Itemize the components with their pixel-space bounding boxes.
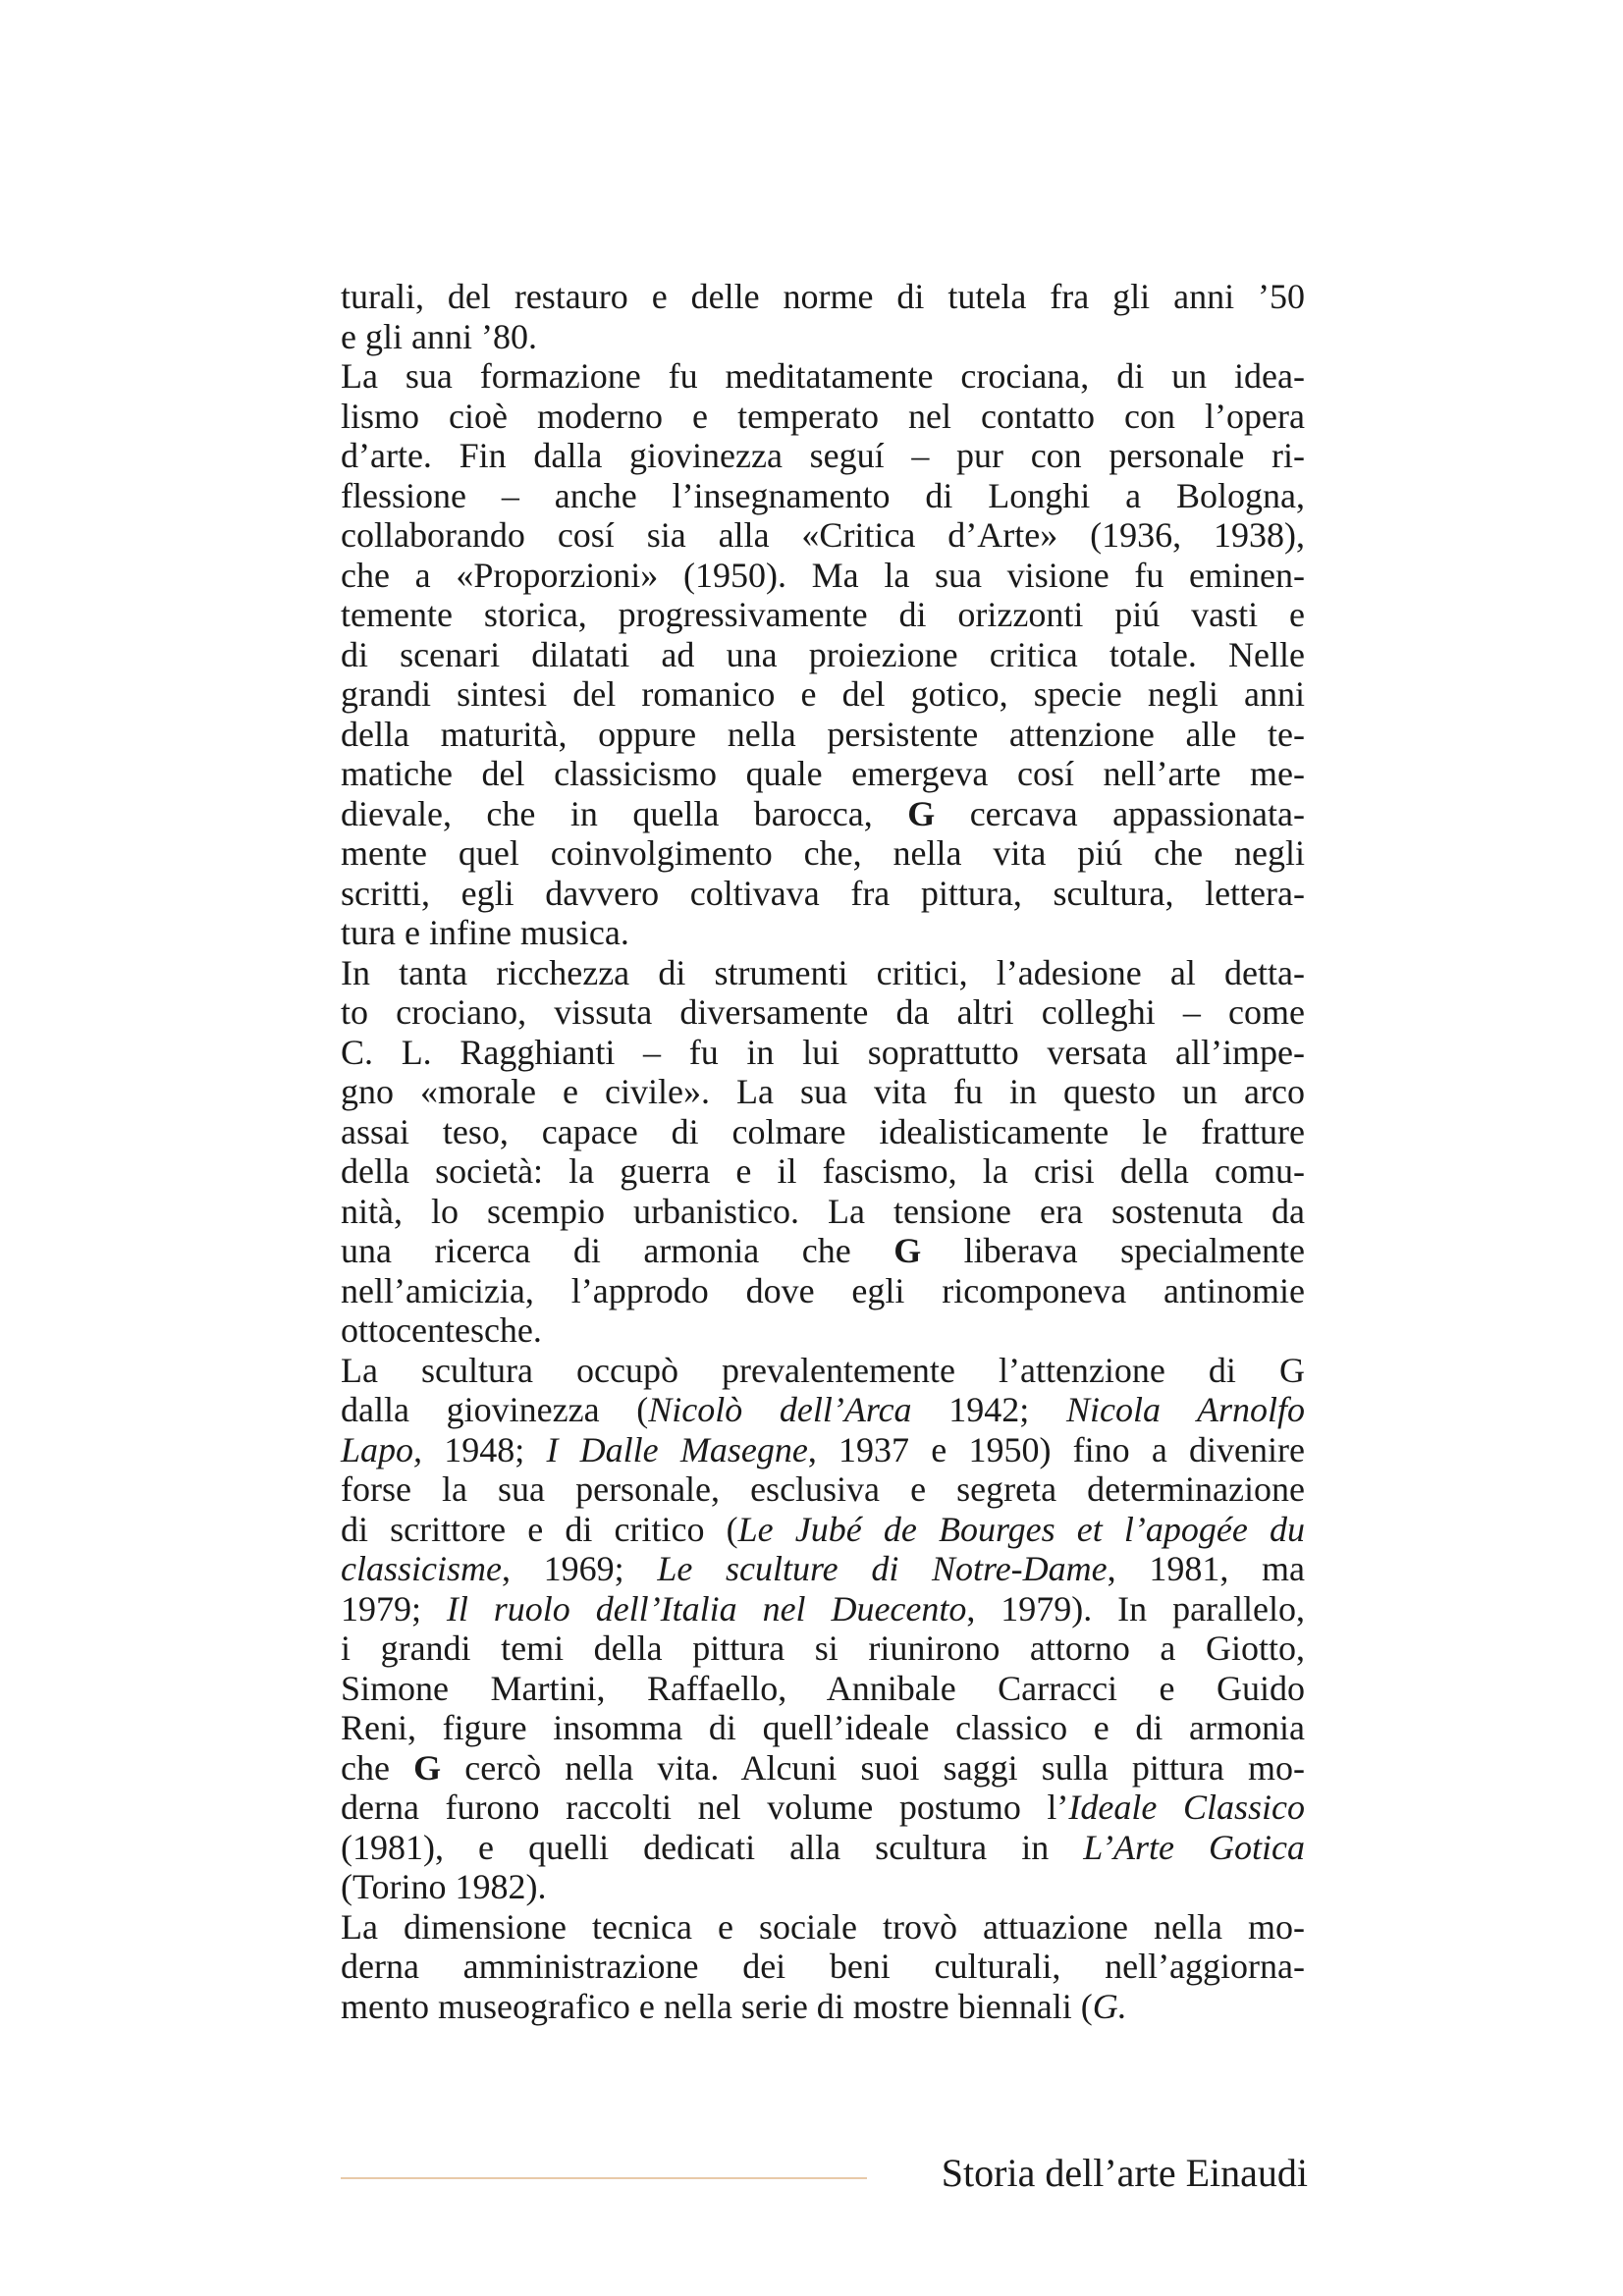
text-line: gno «morale e civile». La sua vita fu in questo un arco bbox=[341, 1072, 1305, 1111]
text-line: assai teso, capace di colmare idealisticamente le fratture bbox=[341, 1111, 1305, 1151]
text-line: tura e infine musica. bbox=[341, 913, 629, 952]
text-line: turali, del restauro e delle norme di tutela fra gli anni ’50 bbox=[341, 277, 1305, 316]
text-line: che G cercò nella vita. Alcuni suoi saggi sulla pittura mo- bbox=[341, 1747, 1305, 1788]
paragraph bbox=[341, 1351, 1305, 1907]
text-line: temente storica, progressivamente di orizzonti piú vasti e bbox=[341, 595, 1305, 634]
text-line: forse la sua personale, esclusiva e segreta determinazione bbox=[341, 1469, 1305, 1509]
text-line: nità, lo scempio urbanistico. La tensione era sostenuta da bbox=[341, 1191, 1305, 1231]
text-line: dievale, che in quella barocca, G cercava appassionata- bbox=[341, 793, 1305, 833]
body-text bbox=[341, 277, 1305, 2026]
text-line: flessione – anche l’insegnamento di Longhi a Bologna, bbox=[341, 475, 1305, 515]
text-line: e gli anni ’80. bbox=[341, 316, 537, 356]
text-line: di scrittore e di critico (Le Jubé de Bourges et l’apogée du bbox=[341, 1509, 1306, 1549]
footer-title: Storia dell’arte Einaudi bbox=[941, 2151, 1308, 2195]
text-line: della società: la guerra e il fascismo, la crisi della comu- bbox=[341, 1151, 1305, 1191]
paragraph bbox=[341, 277, 1305, 356]
text-line: scritti, egli davvero coltivava fra pittura, scultura, lettera- bbox=[341, 873, 1305, 913]
text-line: (Torino 1982). bbox=[341, 1867, 547, 1906]
text-line: grandi sintesi del romanico e del gotico, specie negli anni bbox=[341, 674, 1305, 714]
text-line: C. L. Ragghianti – fu in lui soprattutto versata all’impe- bbox=[341, 1032, 1305, 1072]
text-line: collaborando cosí sia alla «Critica d’Arte» (1936, 1938), bbox=[341, 515, 1305, 555]
text-line: Lapo, 1948; I Dalle Masegne, 1937 e 1950) fino a divenire bbox=[341, 1429, 1305, 1469]
text-line: che a «Proporzioni» (1950). Ma la sua visione fu eminen- bbox=[341, 555, 1305, 595]
paragraph bbox=[341, 953, 1305, 1351]
text-line: La scultura occupò prevalentemente l’attenzione di G bbox=[341, 1350, 1305, 1390]
text-line: di scenari dilatati ad una proiezione critica totale. Nelle bbox=[341, 634, 1305, 674]
footer-rule bbox=[341, 2177, 867, 2179]
text-line: mento museografico e nella serie di mostre biennali (G. bbox=[341, 1986, 1127, 2026]
text-line: una ricerca di armonia che G liberava specialmente bbox=[341, 1231, 1306, 1270]
text-line: In tanta ricchezza di strumenti critici, l’adesione al detta- bbox=[341, 952, 1305, 992]
text-line: ottocentesche. bbox=[341, 1310, 542, 1350]
text-line: Reni, figure insomma di quell’ideale classico e di armonia bbox=[341, 1708, 1305, 1747]
text-line: classicisme, 1969; Le sculture di Notre-Dame, 1981, ma bbox=[341, 1549, 1305, 1588]
text-line: i grandi temi della pittura si riunirono attorno a Giotto, bbox=[341, 1629, 1305, 1668]
text-line: lismo cioè moderno e temperato nel contatto con l’opera bbox=[341, 396, 1305, 436]
text-line: Simone Martini, Raffaello, Annibale Carracci e Guido bbox=[341, 1668, 1305, 1708]
text-line: dalla giovinezza (Nicolò dell’Arca 1942; Nicola Arnolfo bbox=[341, 1390, 1305, 1429]
text-line: 1979; Il ruolo dell’Italia nel Duecento, 1979). In parallelo, bbox=[341, 1588, 1305, 1629]
text-line: to crociano, vissuta diversamente da altri colleghi – come bbox=[341, 992, 1305, 1032]
text-line: d’arte. Fin dalla giovinezza seguí – pur con personale ri- bbox=[341, 436, 1305, 475]
text-line: nell’amicizia, l’approdo dove egli ricomponeva antinomie bbox=[341, 1270, 1305, 1310]
text-line: La dimensione tecnica e sociale trovò attuazione nella mo- bbox=[341, 1906, 1305, 1947]
text-line: matiche del classicismo quale emergeva cosí nell’arte me- bbox=[341, 754, 1305, 793]
text-line: (1981), e quelli dedicati alla scultura in L’Arte Gotica bbox=[341, 1827, 1305, 1867]
text-line: mente quel coinvolgimento che, nella vita piú che negli bbox=[341, 833, 1305, 873]
text-line: derna furono raccolti nel volume postumo l’Ideale Classico bbox=[341, 1788, 1305, 1827]
paragraph bbox=[341, 1907, 1305, 2027]
text-line: della maturità, oppure nella persistente attenzione alle te- bbox=[341, 714, 1305, 754]
text-line: derna amministrazione dei beni culturali, nell’aggiorna- bbox=[341, 1947, 1305, 1986]
paragraph bbox=[341, 356, 1305, 953]
text-line: La sua formazione fu meditatamente crociana, di un idea- bbox=[341, 356, 1305, 396]
